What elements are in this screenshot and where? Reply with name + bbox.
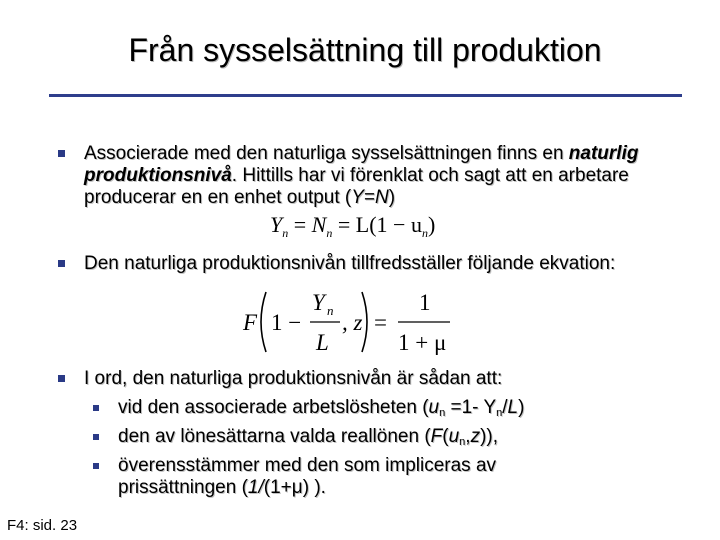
svg-text:F: F [243,310,258,335]
sub-bullet-price-setting: överensstämmer med den som impliceras av prissättningen (1/(1+μ) ). [93,455,673,499]
svg-text:n: n [327,303,334,318]
slide-title: Från sysselsättning till produktion [128,32,602,68]
bullet-marker [93,405,99,411]
bullet-in-words: I ord, den naturliga produktionsnivån är sådan att: [58,368,678,390]
svg-text:Y: Y [312,290,325,315]
bullet-natural-production [58,143,678,209]
svg-text:, z: , z [342,310,363,335]
svg-text:=: = [374,310,387,335]
title-divider [49,94,682,97]
sub-bullet-real-wage: den av lönesättarna valda reallönen $(F(u_n,z))$, [93,426,673,453]
bullet-marker [58,375,65,382]
bullet-marker [93,434,99,440]
bullet-marker [93,463,99,469]
equation-natural-production [238,282,468,362]
sub-bullet-unemployment: vid den associerade arbetslösheten ($u_n =1-$ $Y_n/L$) [93,397,673,424]
svg-text:1 + μ: 1 + μ [398,330,447,355]
slide-footer: F4: sid. 23 [7,517,78,534]
svg-text:1: 1 [419,290,431,315]
equation-natural-output: $Y_n = N_n = L(1 - u_n)$ [270,212,436,240]
svg-text:1 −: 1 − [271,310,302,335]
svg-text:L: L [316,330,329,355]
term-natural-production: naturlig produktionsnivå [84,143,639,186]
bullet-marker [58,260,65,267]
bullet-marker [58,150,65,157]
bullet-text: Associerade med den naturliga sysselsättningen finns en naturlig produktionsnivå. Hittills har vi förenklat och sagt att en arbetare producerar en en enhet output (Y=N) [84,143,639,208]
bullet-equation-intro: Den naturliga produktionsnivån tillfredsställer följande ekvation: [58,253,678,275]
